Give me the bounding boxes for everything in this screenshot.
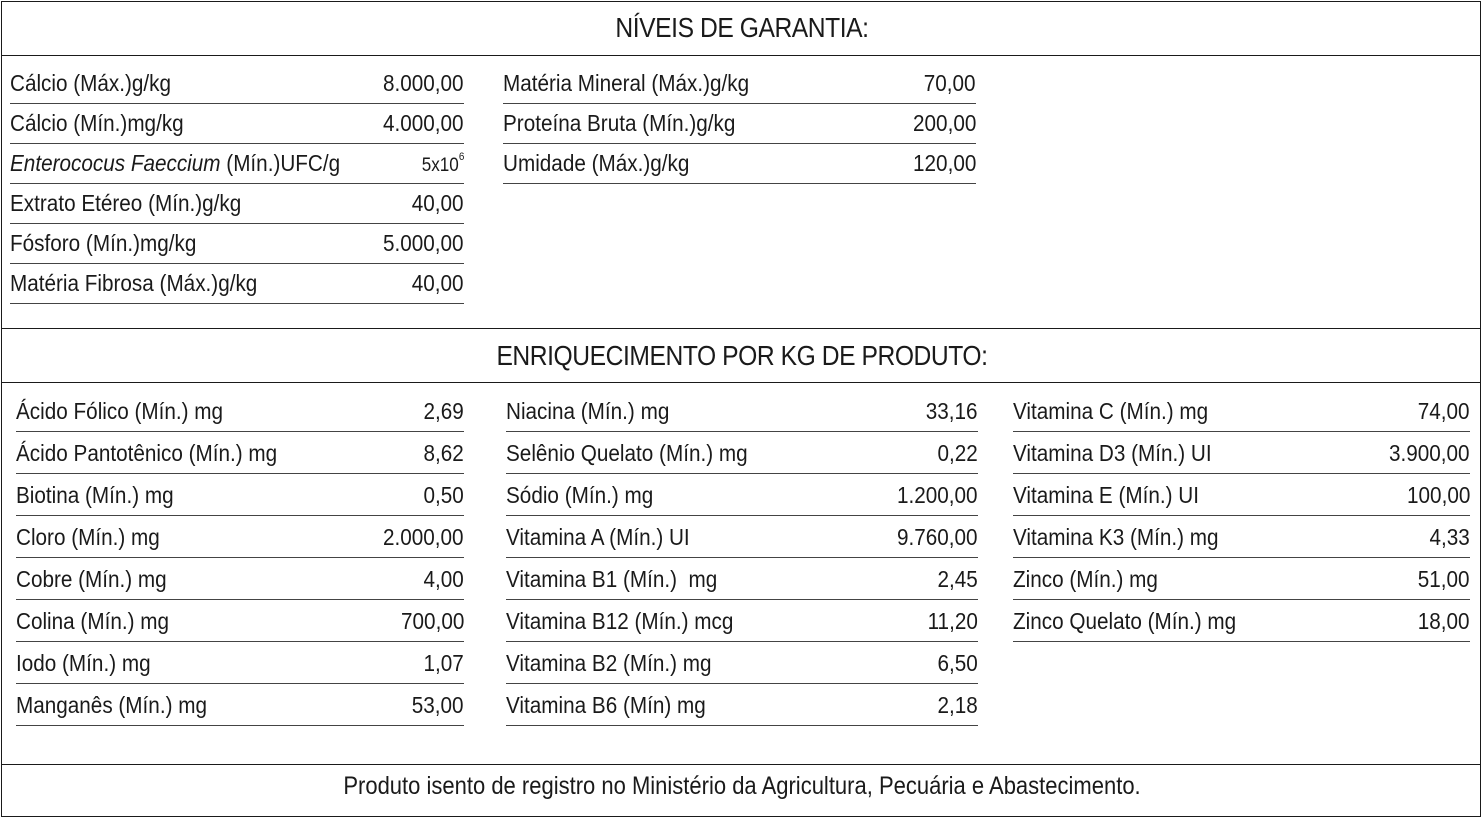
- table-row: [506, 684, 978, 726]
- row-value: 4,33: [1429, 524, 1470, 550]
- enriquecimento-title: ENRIQUECIMENTO POR KG DE PRODUTO:: [496, 340, 988, 371]
- row-label: Vitamina K3 (Mín.) mg: [1013, 524, 1219, 550]
- table-row: [506, 474, 978, 516]
- row-label: Umidade (Máx.)g/kg: [503, 150, 690, 176]
- table-row: [506, 600, 978, 642]
- table-row: [16, 474, 464, 516]
- table-row: [506, 642, 978, 684]
- species-name: Enterococus Faeccium: [10, 150, 221, 176]
- row-value: 18,00: [1418, 608, 1470, 634]
- row-label: Ácido Pantotênico (Mín.) mg: [16, 440, 278, 466]
- row-label: [10, 150, 340, 177]
- table-row: [10, 104, 464, 144]
- row-label: Matéria Fibrosa (Máx.)g/kg: [10, 270, 258, 296]
- row-label: Manganês (Mín.) mg: [16, 692, 207, 718]
- value-base: 5x10: [421, 155, 459, 176]
- row-value: 2,18: [937, 692, 978, 718]
- enriquecimento-col-2: [506, 390, 978, 726]
- table-row: [1013, 558, 1470, 600]
- table-row: [10, 144, 464, 184]
- row-label: Vitamina A (Mín.) UI: [506, 524, 690, 550]
- row-value: 8,62: [423, 440, 464, 466]
- row-label: Vitamina B1 (Mín.) mg: [506, 566, 718, 592]
- row-value: 1,07: [423, 650, 464, 676]
- table-row: [16, 390, 464, 432]
- row-label: Colina (Mín.) mg: [16, 608, 169, 634]
- table-row: [10, 224, 464, 264]
- row-label: Cálcio (Máx.)g/kg: [10, 70, 172, 96]
- row-value: 53,00: [412, 692, 464, 718]
- table-row: [1013, 432, 1470, 474]
- row-value: 70,00: [924, 70, 976, 96]
- row-value: 4.000,00: [383, 110, 464, 136]
- row-label: Vitamina B2 (Mín.) mg: [506, 650, 712, 676]
- row-value: 4,00: [423, 566, 464, 592]
- table-row: [506, 516, 978, 558]
- row-label: Vitamina E (Mín.) UI: [1013, 482, 1199, 508]
- row-label: Selênio Quelato (Mín.) mg: [506, 440, 748, 466]
- row-label: Vitamina B6 (Mín) mg: [506, 692, 706, 718]
- table-row: [10, 184, 464, 224]
- garantia-title: NÍVEIS DE GARANTIA:: [615, 12, 869, 43]
- row-label-unit: (Mín.)UFC/g: [220, 150, 341, 176]
- row-value: 9.760,00: [897, 524, 978, 550]
- row-label: Fósforo (Mín.)mg/kg: [10, 230, 197, 256]
- row-value: 2.000,00: [383, 524, 464, 550]
- table-row: [10, 264, 464, 304]
- divider: [1, 328, 1481, 329]
- row-value: 74,00: [1418, 398, 1470, 424]
- row-value: 33,16: [926, 398, 978, 424]
- garantia-col-2: [503, 64, 976, 184]
- row-value: 5.000,00: [383, 230, 464, 256]
- table-row: [506, 390, 978, 432]
- garantia-col-1: [10, 64, 464, 304]
- table-row: [1013, 516, 1470, 558]
- table-row: [16, 600, 464, 642]
- row-label: Biotina (Mín.) mg: [16, 482, 174, 508]
- row-value: 40,00: [412, 270, 464, 296]
- table-row: [10, 64, 464, 104]
- row-label: Cloro (Mín.) mg: [16, 524, 160, 550]
- row-value: 0,22: [937, 440, 978, 466]
- row-value: 11,20: [927, 608, 978, 634]
- table-row: [16, 684, 464, 726]
- row-label: Iodo (Mín.) mg: [16, 650, 151, 676]
- row-label: Niacina (Mín.) mg: [506, 398, 670, 424]
- row-label: Proteína Bruta (Mín.)g/kg: [503, 110, 736, 136]
- row-label: Cálcio (Mín.)mg/kg: [10, 110, 184, 136]
- divider: [1, 55, 1481, 56]
- table-row: [1013, 474, 1470, 516]
- divider: [1, 382, 1481, 383]
- row-label: Vitamina D3 (Mín.) UI: [1013, 440, 1212, 466]
- table-row: [16, 432, 464, 474]
- row-value: 40,00: [412, 190, 464, 216]
- table-row: [503, 104, 976, 144]
- table-row: [16, 642, 464, 684]
- row-value: 100,00: [1406, 482, 1470, 508]
- row-value: 8.000,00: [383, 70, 464, 96]
- table-row: [503, 144, 976, 184]
- row-value: 6,50: [937, 650, 978, 676]
- row-value: 3.900,00: [1389, 440, 1470, 466]
- row-label: Vitamina B12 (Mín.) mcg: [506, 608, 734, 634]
- enriquecimento-col-1: [16, 390, 464, 726]
- registration-notice: Produto isento de registro no Ministério da Agricultura, Pecuária e Abastecimento.: [343, 772, 1141, 800]
- row-label: Vitamina C (Mín.) mg: [1013, 398, 1209, 424]
- divider: [1, 764, 1481, 765]
- row-label: Zinco Quelato (Mín.) mg: [1013, 608, 1237, 634]
- row-value: 200,00: [912, 110, 976, 136]
- table-row: [506, 432, 978, 474]
- table-row: [16, 516, 464, 558]
- row-label: Extrato Etéreo (Mín.)g/kg: [10, 190, 242, 216]
- table-row: [506, 558, 978, 600]
- row-value: 0,50: [423, 482, 464, 508]
- row-value: 2,45: [937, 566, 978, 592]
- table-row: [1013, 600, 1470, 642]
- row-label: Matéria Mineral (Máx.)g/kg: [503, 70, 750, 96]
- enriquecimento-col-3: [1013, 390, 1470, 642]
- row-label: Sódio (Mín.) mg: [506, 482, 654, 508]
- row-label: Ácido Fólico (Mín.) mg: [16, 398, 224, 424]
- row-label: Zinco (Mín.) mg: [1013, 566, 1158, 592]
- row-value: 120,00: [912, 150, 976, 176]
- table-row: [1013, 390, 1470, 432]
- row-value: [421, 151, 464, 177]
- value-exponent: 6: [458, 151, 464, 163]
- table-row: [503, 64, 976, 104]
- row-value: 2,69: [423, 398, 464, 424]
- table-row: [16, 558, 464, 600]
- row-value: 1.200,00: [897, 482, 978, 508]
- row-label: Cobre (Mín.) mg: [16, 566, 167, 592]
- row-value: 700,00: [400, 608, 464, 634]
- row-value: 51,00: [1418, 566, 1470, 592]
